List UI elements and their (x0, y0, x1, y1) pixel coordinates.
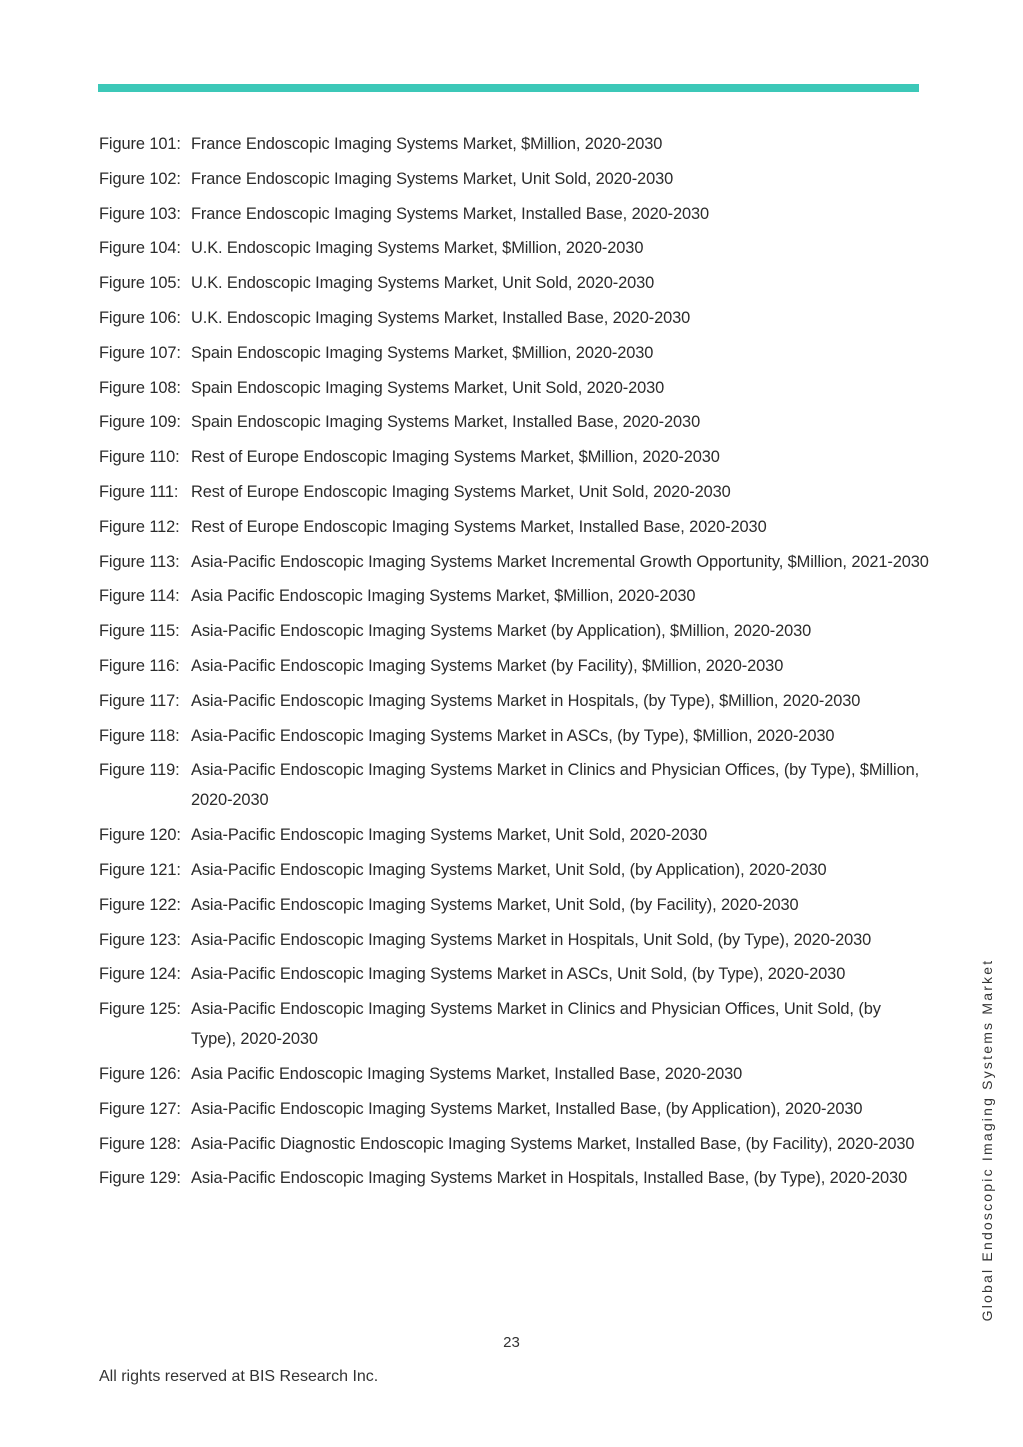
figure-entry (99, 338, 929, 368)
figure-title: Asia-Pacific Endoscopic Imaging Systems Market, Installed Base, (by Application), 2020-2030 (191, 1099, 863, 1118)
figure-entry (99, 721, 929, 751)
figure-label: Figure 114: (99, 587, 180, 606)
figure-title: France Endoscopic Imaging Systems Market, $Million, 2020-2030 (191, 135, 663, 153)
copyright-footer: All rights reserved at BIS Research Inc. (99, 1368, 379, 1385)
figure-title: U.K. Endoscopic Imaging Systems Market, Unit Sold, 2020-2030 (191, 274, 655, 293)
figure-entry (99, 855, 929, 885)
figure-title: Rest of Europe Endoscopic Imaging Systems Market, Unit Sold, 2020-2030 (191, 482, 731, 501)
figure-title: Asia-Pacific Diagnostic Endoscopic Imaging Systems Market, Installed Base, (by Facility), 2020-2030 (191, 1134, 915, 1153)
figure-entry (99, 442, 929, 472)
figure-title: Asia-Pacific Endoscopic Imaging Systems Market, Unit Sold, (by Facility), 2020-2030 (191, 895, 799, 914)
figure-entry (99, 994, 929, 1054)
list-of-figures (99, 129, 929, 1198)
figure-title: Asia-Pacific Endoscopic Imaging Systems Market in Clinics and Physician Offices, (by Type), $Million, 2020-2030 (191, 761, 920, 810)
figure-label: Figure 108: (99, 378, 181, 397)
figure-entry (99, 651, 929, 681)
header-accent-bar (98, 84, 919, 92)
figure-entry (99, 233, 929, 263)
figure-label: Figure 112: (99, 517, 180, 536)
figure-title: Asia-Pacific Endoscopic Imaging Systems Market (by Application), $Million, 2020-2030 (191, 622, 812, 641)
figure-title: Asia-Pacific Endoscopic Imaging Systems Market (by Facility), $Million, 2020-2030 (191, 656, 784, 675)
figure-label: Figure 102: (99, 169, 181, 188)
figure-title: Rest of Europe Endoscopic Imaging Systems Market, Installed Base, 2020-2030 (191, 517, 767, 536)
figure-entry (99, 1163, 929, 1193)
figure-label: Figure 104: (99, 239, 181, 258)
figure-label: Figure 109: (99, 413, 181, 432)
figure-title: France Endoscopic Imaging Systems Market, Installed Base, 2020-2030 (191, 204, 710, 223)
figure-label: Figure 113: (99, 552, 180, 571)
figure-label: Figure 120: (99, 826, 181, 845)
figure-title: Asia-Pacific Endoscopic Imaging Systems Market in ASCs, Unit Sold, (by Type), 2020-2030 (191, 965, 846, 984)
figure-entry (99, 129, 929, 159)
figure-entry (99, 547, 929, 577)
figure-entry (99, 199, 929, 229)
figure-label: Figure 121: (99, 860, 181, 879)
figure-label: Figure 116: (99, 656, 180, 675)
figure-entry (99, 1094, 929, 1124)
figure-label: Figure 101: (99, 135, 181, 153)
figure-label: Figure 124: (99, 965, 181, 984)
figure-label: Figure 125: (99, 1000, 181, 1019)
figure-entry (99, 268, 929, 298)
figure-title: Asia-Pacific Endoscopic Imaging Systems Market Incremental Growth Opportunity, $Million, 2021-2030 (191, 552, 929, 571)
figure-entry (99, 1059, 929, 1089)
figure-entry (99, 959, 929, 989)
figure-label: Figure 117: (99, 691, 180, 710)
figure-label: Figure 119: (99, 761, 180, 780)
figure-title: Asia Pacific Endoscopic Imaging Systems Market, $Million, 2020-2030 (191, 587, 696, 606)
figure-title: Asia Pacific Endoscopic Imaging Systems Market, Installed Base, 2020-2030 (191, 1064, 743, 1083)
figure-title: Spain Endoscopic Imaging Systems Market, $Million, 2020-2030 (191, 343, 654, 362)
figure-label: Figure 129: (99, 1169, 181, 1188)
figure-label: Figure 128: (99, 1134, 181, 1153)
figure-entry (99, 407, 929, 437)
figure-entry (99, 616, 929, 646)
figure-label: Figure 111: (99, 482, 179, 501)
figure-label: Figure 110: (99, 448, 180, 467)
figure-entry (99, 164, 929, 194)
figure-entry (99, 373, 929, 403)
figure-title: Asia-Pacific Endoscopic Imaging Systems Market, Unit Sold, 2020-2030 (191, 826, 708, 845)
figure-title: Spain Endoscopic Imaging Systems Market, Unit Sold, 2020-2030 (191, 378, 665, 397)
figure-title: Rest of Europe Endoscopic Imaging Systems Market, $Million, 2020-2030 (191, 448, 720, 467)
figure-label: Figure 118: (99, 726, 180, 745)
figure-entry (99, 581, 929, 611)
figure-label: Figure 107: (99, 343, 181, 362)
figure-label: Figure 106: (99, 308, 181, 327)
figure-entry (99, 477, 929, 507)
figure-label: Figure 127: (99, 1099, 181, 1118)
figure-entry (99, 512, 929, 542)
figure-label: Figure 103: (99, 204, 181, 223)
figure-label: Figure 105: (99, 274, 181, 293)
figure-title: Asia-Pacific Endoscopic Imaging Systems Market in Hospitals, Unit Sold, (by Type), 2020-2030 (191, 930, 872, 949)
figure-title: Spain Endoscopic Imaging Systems Market, Installed Base, 2020-2030 (191, 413, 701, 432)
figure-entry (99, 820, 929, 850)
figure-label: Figure 123: (99, 930, 181, 949)
figure-title: Asia-Pacific Endoscopic Imaging Systems Market in Hospitals, Installed Base, (by Type), 2020-2030 (191, 1169, 908, 1188)
figure-entry (99, 755, 929, 815)
figure-title: Asia-Pacific Endoscopic Imaging Systems Market in Clinics and Physician Offices, Unit Sold, (by Type), 2020-2030 (191, 1000, 881, 1049)
figure-entry (99, 303, 929, 333)
figure-title: U.K. Endoscopic Imaging Systems Market, $Million, 2020-2030 (191, 239, 644, 258)
figure-label: Figure 126: (99, 1064, 181, 1083)
figure-entry (99, 890, 929, 920)
figure-title: U.K. Endoscopic Imaging Systems Market, Installed Base, 2020-2030 (191, 308, 691, 327)
figure-title: Asia-Pacific Endoscopic Imaging Systems Market in ASCs, (by Type), $Million, 2020-2030 (191, 726, 835, 745)
figure-title: Asia-Pacific Endoscopic Imaging Systems Market, Unit Sold, (by Application), 2020-2030 (191, 860, 827, 879)
figure-entry (99, 686, 929, 716)
figure-label: Figure 122: (99, 895, 181, 914)
figure-entry (99, 1129, 929, 1159)
figure-label: Figure 115: (99, 622, 180, 641)
running-side-title: Global Endoscopic Imaging Systems Market (979, 958, 995, 1322)
figure-title: France Endoscopic Imaging Systems Market, Unit Sold, 2020-2030 (191, 169, 674, 188)
page-number: 23 (503, 1334, 520, 1351)
figure-entry (99, 925, 929, 955)
figure-title: Asia-Pacific Endoscopic Imaging Systems Market in Hospitals, (by Type), $Million, 2020-2030 (191, 691, 861, 710)
